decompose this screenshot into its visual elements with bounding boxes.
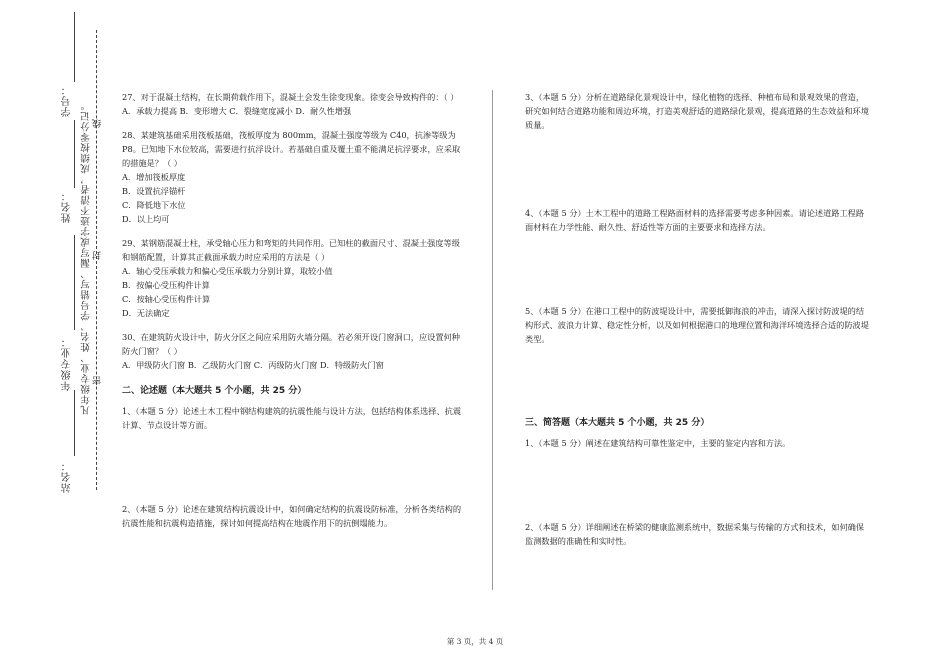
question-27-options: A．承载力提高 B．变形增大 C．裂缝宽度减小 D．耐久性增强	[122, 106, 352, 116]
essay-question-1: 1、（本题 5 分）论述土木工程中钢结构建筑的抗震性能与设计方法，包括结构体系选择、抗震计算、节点设计等方面。	[122, 406, 462, 430]
question-30-stem: 30、在建筑防火设计中，防火分区之间应采用防火墙分隔。若必须开设门窗洞口，应设置何种防火门窗？（ ）	[122, 332, 460, 356]
question-28	[122, 128, 467, 226]
seal-char-seal: 封	[93, 250, 103, 260]
seal-char-secret: 密	[93, 375, 103, 385]
column-divider	[492, 90, 493, 590]
essay-question-5: 5、（本题 5 分）在港口工程中的防波堤设计中，需要抵御海浪的冲击，请深入探讨防波堤的结构形式、波浪力计算、稳定性分析，以及如何根据港口的地理位置和海洋环境选择合适的防波堤类型。	[525, 306, 869, 344]
question-29-option-a: A．轴心受压承载力和偏心受压承载力分别计算，取较小值	[122, 266, 333, 276]
question-28-option-d: D．以上均可	[122, 214, 170, 224]
binding-warning: 凡年级专业、姓名、学号错写、漏写或字迹不清者，成绩按零分记。	[81, 100, 92, 415]
section-3-title: 三、简答题（本大题共 5 个小题，共 25 分）	[525, 418, 710, 428]
seal-dashed-line	[96, 30, 97, 490]
name-label: 姓名：	[62, 190, 73, 223]
left-column	[122, 90, 467, 530]
question-29-option-d: D．无法确定	[122, 308, 170, 318]
question-28-option-c: C．降低地下水位	[122, 200, 186, 210]
section-2-title: 二、论述题（本大题共 5 个小题，共 25 分）	[122, 386, 307, 396]
essay-question-4: 4、（本题 5 分）土木工程中的道路工程路面材料的选择需要考虑多种因素。请论述道路工程路面材料在力学性能、耐久性、舒适性等方面的主要要求和选择方法。	[525, 208, 865, 232]
student-id-label: 学号：	[62, 84, 73, 117]
question-28-stem: 28、某建筑基础采用筏板基础，筏板厚度为 800mm，混凝土强度等级为 C40，抗渗等级为 P8。已知地下水位较高，需要进行抗浮设计。若基础自重及覆土重不能满足抗浮要求，应采取的措施是？（ ）	[122, 130, 461, 168]
name-blank	[74, 120, 75, 188]
essay-question-2: 2、（本题 5 分）论述在建筑结构抗震设计中，如何确定结构的抗震设防标准，分析各类结构的抗震性能和抗震构造措施，探讨如何提高结构在地震作用下的抗倒塌能力。	[122, 504, 462, 528]
question-29-stem: 29、某钢筋混凝土柱，承受轴心压力和弯矩的共同作用。已知柱的截面尺寸、混凝土强度等级和钢筋配置，计算其正截面承载力时应采用的方法是（ ）	[122, 238, 460, 262]
essay-question-3: 3、（本题 5 分）分析在道路绿化景观设计中，绿化植物的选择、种植布局和景观效果的营造，研究如何结合道路功能和周边环境，打造美观舒适的道路绿化景观，提高道路的生态效益和环境质量。	[525, 92, 869, 130]
question-29	[122, 236, 467, 320]
short-question-2: 2、（本题 5 分）详细阐述在桥梁的健康监测系统中，数据采集与传输的方式和技术，如何确保监测数据的准确性和实时性。	[525, 522, 865, 546]
question-30	[122, 330, 467, 372]
question-29-option-c: C．按轴心受压构件计算	[122, 294, 211, 304]
binding-margin	[0, 0, 110, 672]
question-28-option-b: B．设置抗浮锚杆	[122, 186, 186, 196]
school-label: 站名：	[62, 460, 73, 493]
question-28-option-a: A．增加筏板厚度	[122, 172, 186, 182]
grade-major-blank	[74, 235, 75, 330]
short-question-1: 1、（本题 5 分）阐述在建筑结构可靠性鉴定中，主要的鉴定内容和方法。	[525, 438, 791, 448]
school-blank	[74, 390, 75, 456]
grade-major-label: 年级专业：	[62, 336, 73, 391]
question-30-options: A．甲级防火门窗 B．乙级防火门窗 C．丙级防火门窗 D．特级防火门窗	[122, 360, 384, 370]
student-id-blank	[74, 12, 75, 82]
question-27-stem: 27、对于混凝土结构，在长期荷载作用下，混凝土会发生徐变现象。徐变会导致构件的：（ ）	[122, 92, 459, 102]
page-footer: 第 3 页，共 4 页	[446, 637, 504, 646]
question-29-option-b: B．按偏心受压构件计算	[122, 280, 210, 290]
question-27	[122, 90, 467, 118]
seal-char-line: 线	[93, 118, 103, 128]
right-column	[525, 90, 870, 548]
